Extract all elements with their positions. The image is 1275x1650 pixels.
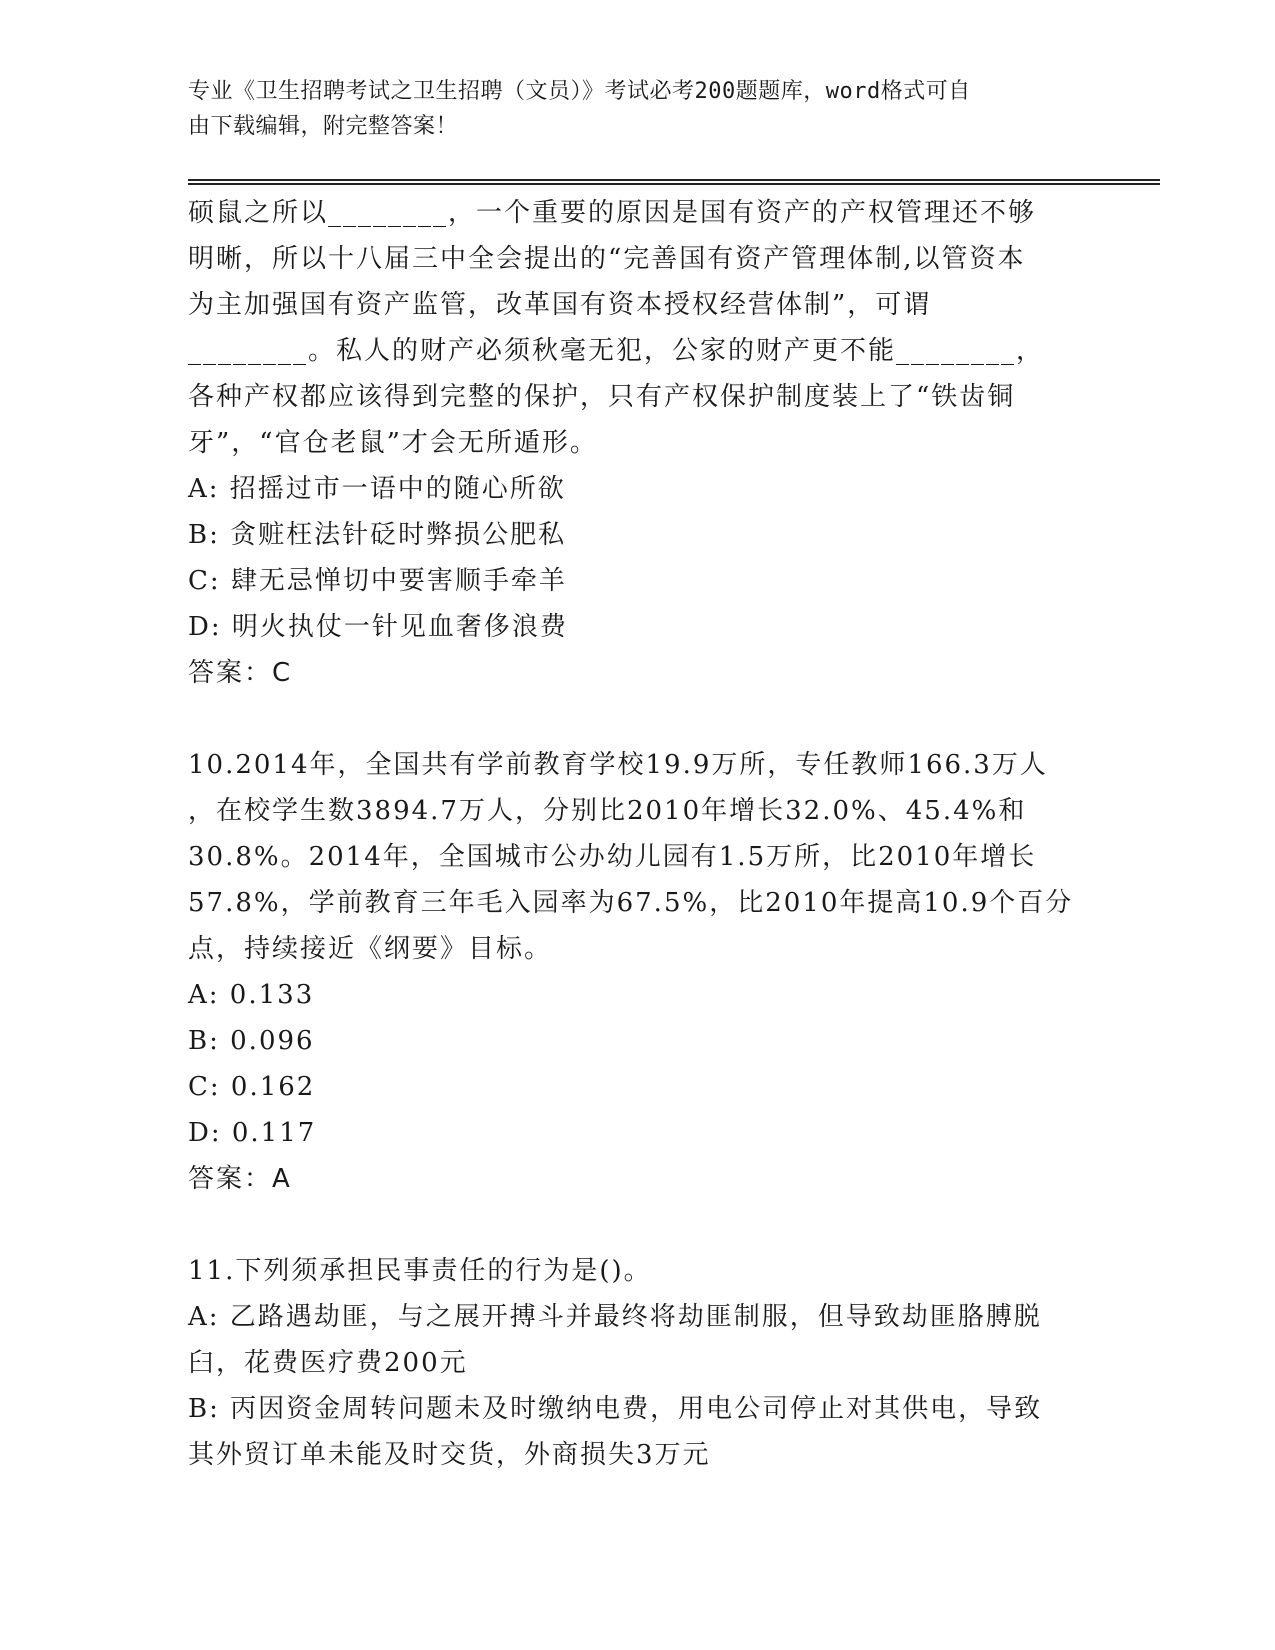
question-list (188, 190, 1088, 1478)
document-header (188, 74, 1068, 144)
question-10 (188, 742, 1088, 1202)
option-a: A: 招摇过市一语中的随心所欲 (188, 474, 566, 504)
header-rule-top (188, 179, 1160, 181)
option-d: D: 0.117 (188, 1118, 317, 1148)
question-stem-line: 10.2014年，全国共有学前教育学校19.9万所，专任教师166.3万人 (188, 750, 1048, 780)
question-stem-line: 明晰，所以十八届三中全会提出的“完善国有资产管理体制,以管资本 (188, 244, 1026, 274)
question-stem-line: 硕鼠之所以________，一个重要的原因是国有资产的产权管理还不够 (188, 198, 1037, 228)
header-rule-bottom (188, 183, 1160, 185)
option-b: B: 0.096 (188, 1026, 315, 1056)
option-a: A: 0.133 (188, 980, 315, 1010)
option-c: C: 0.162 (188, 1072, 316, 1102)
option-a-continued: 臼，花费医疗费200元 (188, 1348, 468, 1378)
question-stem-line: ，在校学生数3894.7万人，分别比2010年增长32.0%、45.4%和 (188, 796, 1027, 826)
option-b: B: 贪赃枉法针砭时弊损公肥私 (188, 520, 567, 550)
header-line-2: 由下载编辑，附完整答案！ (188, 114, 459, 139)
option-a: A: 乙路遇劫匪，与之展开搏斗并最终将劫匪制服，但导致劫匪胳膊脱 (188, 1302, 1042, 1332)
question-9 (188, 190, 1088, 696)
question-stem-line: 57.8%，学前教育三年毛入园率为67.5%，比2010年提高10.9个百分 (188, 888, 1074, 918)
question-stem-line: 点，持续接近《纲要》目标。 (188, 934, 553, 964)
option-d: D: 明火执仗一针见血奢侈浪费 (188, 612, 568, 642)
question-stem-line: 牙”，“官仓老鼠”才会无所遁形。 (188, 428, 598, 458)
option-b: B: 丙因资金周转问题未及时缴纳电费，用电公司停止对其供电，导致 (188, 1394, 1043, 1424)
question-stem-line: 30.8%。2014年，全国城市公办幼儿园有1.5万所，比2010年增长 (188, 842, 1037, 872)
question-stem-line: 为主加强国有资产监管，改革国有资本授权经营体制”，可谓 (188, 290, 932, 320)
option-c: C: 肆无忌惮切中要害顺手牵羊 (188, 566, 567, 596)
answer-line: 答案：A (188, 1164, 292, 1194)
header-line-1: 专业《卫生招聘考试之卫生招聘（文员）》考试必考200题题库，word格式可自 (188, 79, 971, 104)
spacer (188, 696, 1088, 742)
question-11 (188, 1248, 1088, 1478)
question-stem-line: 11.下列须承担民事责任的行为是()。 (188, 1256, 652, 1286)
question-stem-line: 各种产权都应该得到完整的保护，只有产权保护制度装上了“铁齿铜 (188, 382, 1016, 412)
spacer (188, 1202, 1088, 1248)
answer-line: 答案：C (188, 658, 293, 688)
option-b-continued: 其外贸订单未能及时交货，外商损失3万元 (188, 1440, 711, 1470)
question-stem-line: ________。私人的财产必须秋毫无犯，公家的财产更不能________， (188, 336, 1045, 366)
